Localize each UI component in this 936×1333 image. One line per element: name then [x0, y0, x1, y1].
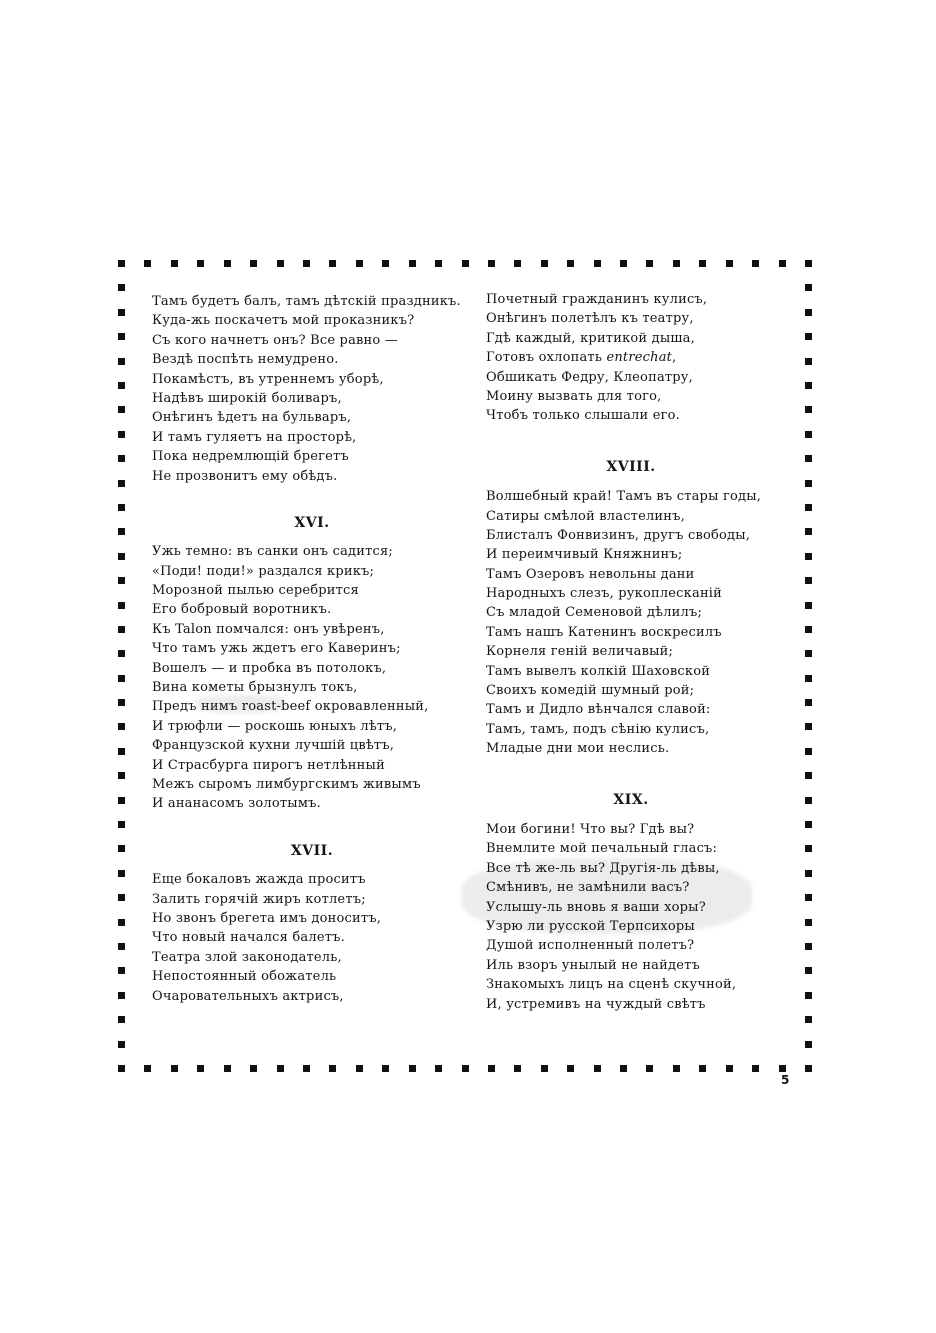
border-dot [118, 1065, 125, 1072]
border-dot [118, 797, 125, 804]
verse-line: Съ кого начнетъ онъ? Все равно — [152, 332, 398, 348]
border-dot [118, 699, 125, 706]
border-dot [805, 358, 812, 365]
verse-line: И ананасомъ золотымъ. [152, 796, 321, 812]
border-dot [118, 431, 125, 438]
border-dot [805, 699, 812, 706]
border-dot [250, 260, 257, 267]
border-dot [805, 480, 812, 487]
stanza-heading-xviii: XVIII. [606, 458, 656, 475]
border-dot [118, 943, 125, 950]
verse-line: Обшикать Федру, Клеопатру, [486, 369, 693, 385]
verse-line: Блисталъ Фонвизинъ, другъ свободы, [486, 527, 751, 543]
verse-line: Своихъ комедій шумный рой; [486, 683, 695, 699]
border-dot [118, 650, 125, 657]
verse-line: Пока недремлющій брегетъ [152, 449, 349, 465]
border-dot [118, 504, 125, 511]
border-dot [594, 260, 601, 267]
stanza-heading-xvii: XVII. [290, 842, 334, 859]
verse-line: Но звонъ брегета имъ доноситъ, [152, 910, 382, 926]
border-dot [805, 894, 812, 901]
verse-line: Тамъ вывелъ колкій Шаховской [486, 663, 711, 679]
border-dot [805, 1016, 812, 1023]
border-dot [805, 602, 812, 609]
verse-line: Вина кометы брызнулъ токъ, [152, 680, 358, 696]
border-dot [118, 382, 125, 389]
border-dot [805, 870, 812, 877]
verse-line: Сатиры смѣлой властелинъ, [486, 508, 685, 524]
border-dot [118, 284, 125, 291]
verse-line: И трюфли — роскошь юныхъ лѣтъ, [152, 718, 398, 734]
border-dot [435, 260, 442, 267]
verse-line: Услышу-ль вновь я ваши хоры? [486, 899, 706, 915]
border-dot [805, 772, 812, 779]
border-dot [805, 650, 812, 657]
border-dot [329, 1065, 336, 1072]
border-dot [805, 943, 812, 950]
verse-line: Душой исполненный полетъ? [486, 938, 695, 954]
border-dot [620, 1065, 627, 1072]
verse-line: Тамъ и Дидло вѣнчался славой: [486, 702, 711, 718]
stanza-xviii [486, 487, 776, 758]
border-dot [224, 260, 231, 267]
border-dot [118, 626, 125, 633]
border-dot [118, 333, 125, 340]
verse-line: Очаровательныхъ актрисъ, [152, 988, 344, 1004]
border-dot [805, 577, 812, 584]
border-dot [409, 1065, 416, 1072]
border-dot [118, 748, 125, 755]
border-dot [462, 1065, 469, 1072]
border-dot [567, 260, 574, 267]
border-dot [303, 1065, 310, 1072]
border-dot [805, 967, 812, 974]
border-dot [805, 626, 812, 633]
stanza-xvi [152, 542, 472, 813]
verse-line: Вошелъ — и пробка въ потолокъ, [152, 660, 387, 676]
border-dot [673, 260, 680, 267]
verse-line: Народныхъ слезъ, рукоплесканій [486, 586, 723, 602]
border-dot [752, 260, 759, 267]
verse-line: Тамъ будетъ балъ, тамъ дѣтскій праздникъ. [152, 294, 461, 309]
verse-line: Моину вызвать для того, [486, 388, 662, 404]
verse-line: Онѣгинъ полетѣлъ къ театру, [486, 311, 694, 327]
border-dot [144, 1065, 151, 1072]
border-dot [224, 1065, 231, 1072]
border-dot [118, 602, 125, 609]
border-dot [118, 309, 125, 316]
border-dot [779, 1065, 786, 1072]
border-dot [805, 260, 812, 267]
verse-line: Все тѣ же-ль вы? Другія-ль дѣвы, [486, 860, 720, 876]
border-dot [382, 1065, 389, 1072]
border-dot [118, 260, 125, 267]
border-dot [250, 1065, 257, 1072]
border-dot [462, 260, 469, 267]
verse-line: Онѣгинъ ѣдетъ на бульваръ, [152, 410, 352, 426]
border-dot [699, 1065, 706, 1072]
verse-line: Что тамъ ужь ждетъ его Каверинъ; [152, 641, 401, 657]
border-dot [779, 260, 786, 267]
stanza-xvii [152, 870, 472, 1006]
border-dot [197, 260, 204, 267]
verse-line: И тамъ гуляетъ на просторѣ, [152, 429, 357, 445]
border-dot [805, 406, 812, 413]
border-dot [805, 333, 812, 340]
verse-line: Тамъ, тамъ, подъ сѣнію кулисъ, [486, 721, 710, 737]
border-dot [805, 528, 812, 535]
border-dot [118, 967, 125, 974]
border-dot [118, 358, 125, 365]
border-dot [805, 723, 812, 730]
border-dot [726, 1065, 733, 1072]
border-dot [118, 772, 125, 779]
verse-line: Его бобровый воротникъ. [152, 602, 332, 618]
verse-line: Чтобъ только слышали его. [486, 408, 680, 424]
border-dot [541, 260, 548, 267]
border-dot [118, 553, 125, 560]
border-dot [171, 260, 178, 267]
verse-line: Почетный гражданинъ кулисъ, [486, 292, 708, 307]
verse-line: Корнеля геній величавый; [486, 644, 674, 660]
border-dot [118, 480, 125, 487]
verse-line: Не прозвонитъ ему обѣдъ. [152, 468, 338, 484]
verse-line: Съ младой Семеновой дѣлилъ; [486, 605, 703, 621]
border-dot [805, 382, 812, 389]
border-dot [805, 919, 812, 926]
border-dot [752, 1065, 759, 1072]
border-dot [488, 1065, 495, 1072]
border-dot [118, 870, 125, 877]
verse-line: Къ Talon помчался: онъ увѣренъ, [152, 621, 385, 637]
border-dot [118, 577, 125, 584]
right-column [486, 290, 776, 1014]
border-dot [567, 1065, 574, 1072]
border-dot [805, 431, 812, 438]
border-dot [409, 260, 416, 267]
border-dot [118, 723, 125, 730]
verse-line: И Страсбурга пирогъ нетлѣнный [152, 757, 385, 773]
stanza-heading-xvi: XVI. [294, 514, 330, 531]
verse-line: Залить горячій жиръ котлетъ; [152, 891, 366, 907]
border-dot [805, 504, 812, 511]
border-dot [118, 845, 125, 852]
verse-line: Надѣвъ широкій боливаръ, [152, 390, 342, 406]
foreign-term: entrechat [606, 350, 673, 366]
stanza-heading-xix: XIX. [613, 791, 649, 808]
border-dot [356, 260, 363, 267]
border-dot [646, 1065, 653, 1072]
stanza-top-right [486, 290, 776, 426]
border-dot [118, 406, 125, 413]
verse-line: Узрю ли русской Терпсихоры [486, 918, 695, 934]
border-dot [646, 260, 653, 267]
verse-line: Мои богини! Что вы? Гдѣ вы? [486, 821, 695, 837]
verse-line: Предъ нимъ roast-beef окровавленный, [152, 699, 429, 715]
verse-line: Младые дни мои неслись. [486, 741, 670, 757]
stanza-xix [486, 820, 776, 1014]
border-dot [171, 1065, 178, 1072]
border-dot [488, 260, 495, 267]
stanza-top-left [152, 292, 472, 486]
verse-line: Морозной пылью серебрится [152, 583, 359, 599]
border-dot [805, 797, 812, 804]
verse-line: Покамѣстъ, въ утреннемъ уборѣ, [152, 371, 384, 387]
border-dot [118, 455, 125, 462]
border-dot [118, 675, 125, 682]
verse-line: «Поди! поди!» раздался крикъ; [152, 563, 375, 579]
verse-line: Непостоянный обожатель [152, 969, 337, 985]
border-dot [382, 260, 389, 267]
left-column [152, 292, 472, 1006]
verse-line: И переимчивый Княжнинъ; [486, 547, 683, 563]
border-dot [514, 1065, 521, 1072]
border-dot [805, 992, 812, 999]
verse-line: Ужь темно: въ санки онъ садится; [152, 544, 393, 560]
border-dot [673, 1065, 680, 1072]
border-dot [329, 260, 336, 267]
border-dot [118, 992, 125, 999]
page-number: 5 [781, 1073, 790, 1087]
border-dot [356, 1065, 363, 1072]
verse-line: Тамъ нашъ Катенинъ воскресилъ [486, 624, 722, 640]
verse-line: Французской кухни лучшій цвѣтъ, [152, 738, 395, 754]
border-dot [277, 1065, 284, 1072]
verse-line: Иль взоръ унылый не найдетъ [486, 957, 700, 973]
border-dot [805, 748, 812, 755]
verse-line: Волшебный край! Тамъ въ стары годы, [486, 489, 762, 505]
verse-line: Смѣнивъ, не замѣнили васъ? [486, 880, 690, 896]
verse-line: Тамъ Озеровъ невольны дани [486, 566, 695, 582]
verse-line: Вездѣ поспѣть немудрено. [152, 352, 339, 368]
verse-line: Гдѣ каждый, критикой дыша, [486, 330, 695, 346]
border-dot [435, 1065, 442, 1072]
verse-line: И, устремивъ на чуждый свѣтъ [486, 996, 706, 1012]
border-dot [805, 1065, 812, 1072]
verse-line: Межъ сыромъ лимбургскимъ живымъ [152, 776, 421, 792]
border-dot [118, 919, 125, 926]
border-dot [118, 894, 125, 901]
border-dot [594, 1065, 601, 1072]
verse-line: Куда-жь поскачетъ мой проказникъ? [152, 313, 415, 329]
border-dot [805, 309, 812, 316]
border-dot [805, 821, 812, 828]
border-dot [277, 260, 284, 267]
border-dot [805, 455, 812, 462]
verse-line: Еще бокаловъ жажда проситъ [152, 872, 366, 888]
verse-line: Что новый начался балетъ. [152, 930, 345, 946]
border-dot [118, 1016, 125, 1023]
border-dot [805, 284, 812, 291]
border-dot [197, 1065, 204, 1072]
border-dot [118, 1041, 125, 1048]
border-dot [726, 260, 733, 267]
border-dot [118, 821, 125, 828]
border-dot [805, 845, 812, 852]
border-dot [805, 1041, 812, 1048]
border-dot [514, 260, 521, 267]
border-dot [699, 260, 706, 267]
verse-line: Готовъ охлопать entrechat, [486, 350, 677, 366]
verse-line: Знакомыхъ лицъ на сценѣ скучной, [486, 977, 737, 993]
border-dot [541, 1065, 548, 1072]
border-dot [805, 675, 812, 682]
border-dot [144, 260, 151, 267]
border-dot [805, 553, 812, 560]
border-dot [303, 260, 310, 267]
verse-line: Театра злой законодатель, [152, 949, 342, 965]
border-dot [118, 528, 125, 535]
verse-line: Внемлите мой печальный гласъ: [486, 841, 718, 857]
border-dot [620, 260, 627, 267]
